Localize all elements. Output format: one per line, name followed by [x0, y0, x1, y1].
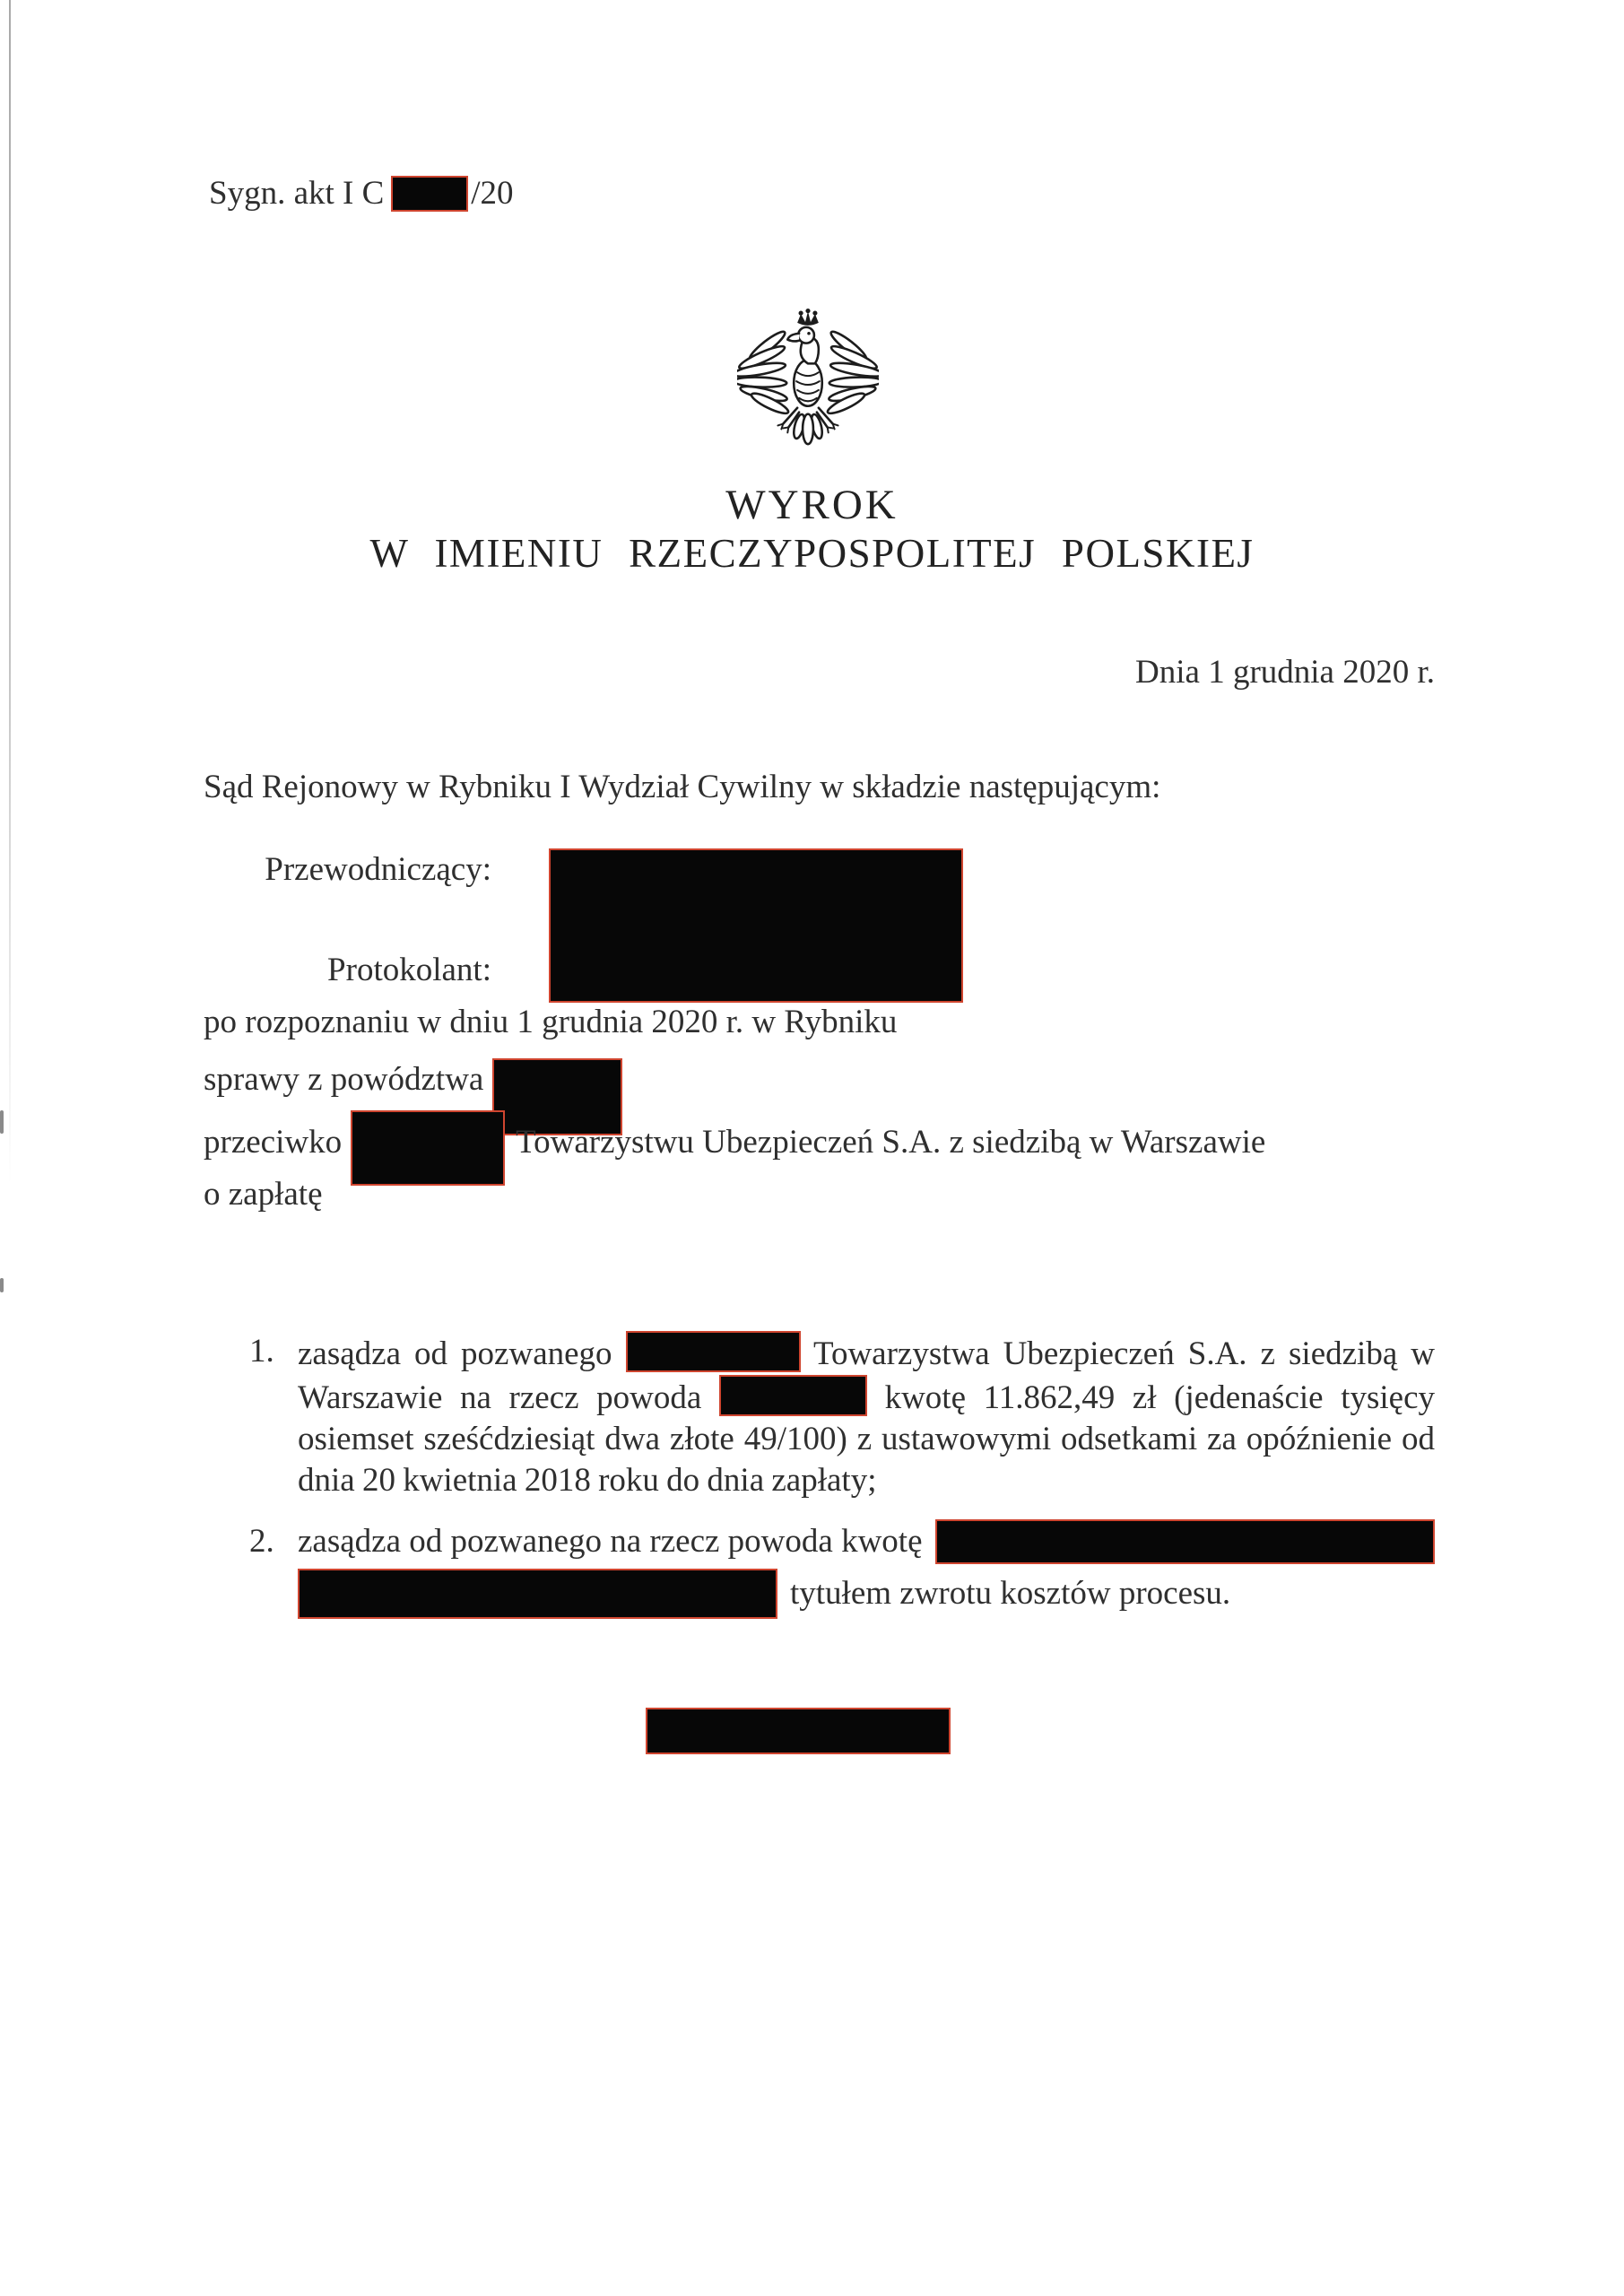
- judgment-title: WYROK: [725, 482, 899, 528]
- redaction-costs-amount-2: [298, 1569, 777, 1619]
- claim-prefix: sprawy z powództwa: [204, 1061, 484, 1098]
- clerk-label: Protokolant:: [327, 952, 491, 988]
- ruling-2-seg2: tytułem zwrotu kosztów procesu.: [790, 1575, 1231, 1612]
- ruling-1-number: 1.: [249, 1333, 274, 1370]
- eagle-left-wing: [737, 328, 790, 417]
- redaction-costs-amount: [935, 1519, 1436, 1564]
- redaction-defendant-name-2: [626, 1331, 801, 1372]
- case-reference-line: [209, 174, 514, 213]
- ruling-1-text: [298, 1331, 1435, 1501]
- scan-edge-line: [9, 0, 11, 1184]
- redaction-plaintiff-name-2: [719, 1375, 867, 1416]
- ruling-item-2-line-2: [249, 1568, 1435, 1619]
- ruling-2-seg1: zasądza od pozwanego na rzecz powoda kwotę: [298, 1523, 923, 1560]
- ruling-1-seg1: zasądza od pozwanego: [298, 1335, 612, 1372]
- redaction-case-number: [391, 176, 468, 212]
- case-reference-suffix: /20: [471, 175, 514, 212]
- redaction-signature: [646, 1708, 951, 1754]
- polish-eagle-emblem-icon: [737, 309, 879, 468]
- hearing-line: po rozpoznaniu w dniu 1 grudnia 2020 r. w Rybniku: [204, 1004, 898, 1040]
- court-composition-line: Sąd Rejonowy w Rybniku I Wydział Cywilny w składzie następującym:: [204, 769, 1161, 805]
- redaction-defendant-name: [351, 1110, 505, 1186]
- redaction-panel-names: [549, 848, 963, 1003]
- ruling-item-2-line-1: [249, 1516, 1435, 1567]
- case-reference-prefix: Sygn. akt I C: [209, 175, 385, 212]
- judgment-date: Dnia 1 grudnia 2020 r.: [1135, 654, 1435, 691]
- subject-line: o zapłatę: [204, 1176, 323, 1213]
- judgment-subtitle: W IMIENIU RZECZYPOSPOLITEJ POLSKIEJ: [369, 531, 1255, 576]
- defendant-prefix: przeciwko: [204, 1124, 343, 1161]
- defendant-line: [204, 1116, 1265, 1186]
- ruling-item-1: [249, 1331, 1435, 1501]
- scan-speck: [0, 1110, 4, 1134]
- eagle-right-wing: [826, 328, 879, 417]
- ruling-1-seg3: kwotę 11.862,49 zł (jedenaście tysięcy osiemset sześćdziesiąt dwa złote 49/100) z ustawowymi odsetkami za opóźnienie od dnia 20 kwietnia 2018 roku do dnia zapłaty;: [298, 1379, 1435, 1499]
- ruling-2-number: 2.: [249, 1523, 274, 1560]
- presiding-judge-label: Przewodniczący:: [265, 851, 491, 888]
- ruling-1-seg2: Towarzystwa Ubezpieczeń S.A. z siedzibą w Warszawie na rzecz powoda: [298, 1335, 1435, 1416]
- defendant-suffix: Towarzystwu Ubezpieczeń S.A. z siedzibą w Warszawie: [516, 1124, 1266, 1161]
- scan-speck: [0, 1278, 4, 1292]
